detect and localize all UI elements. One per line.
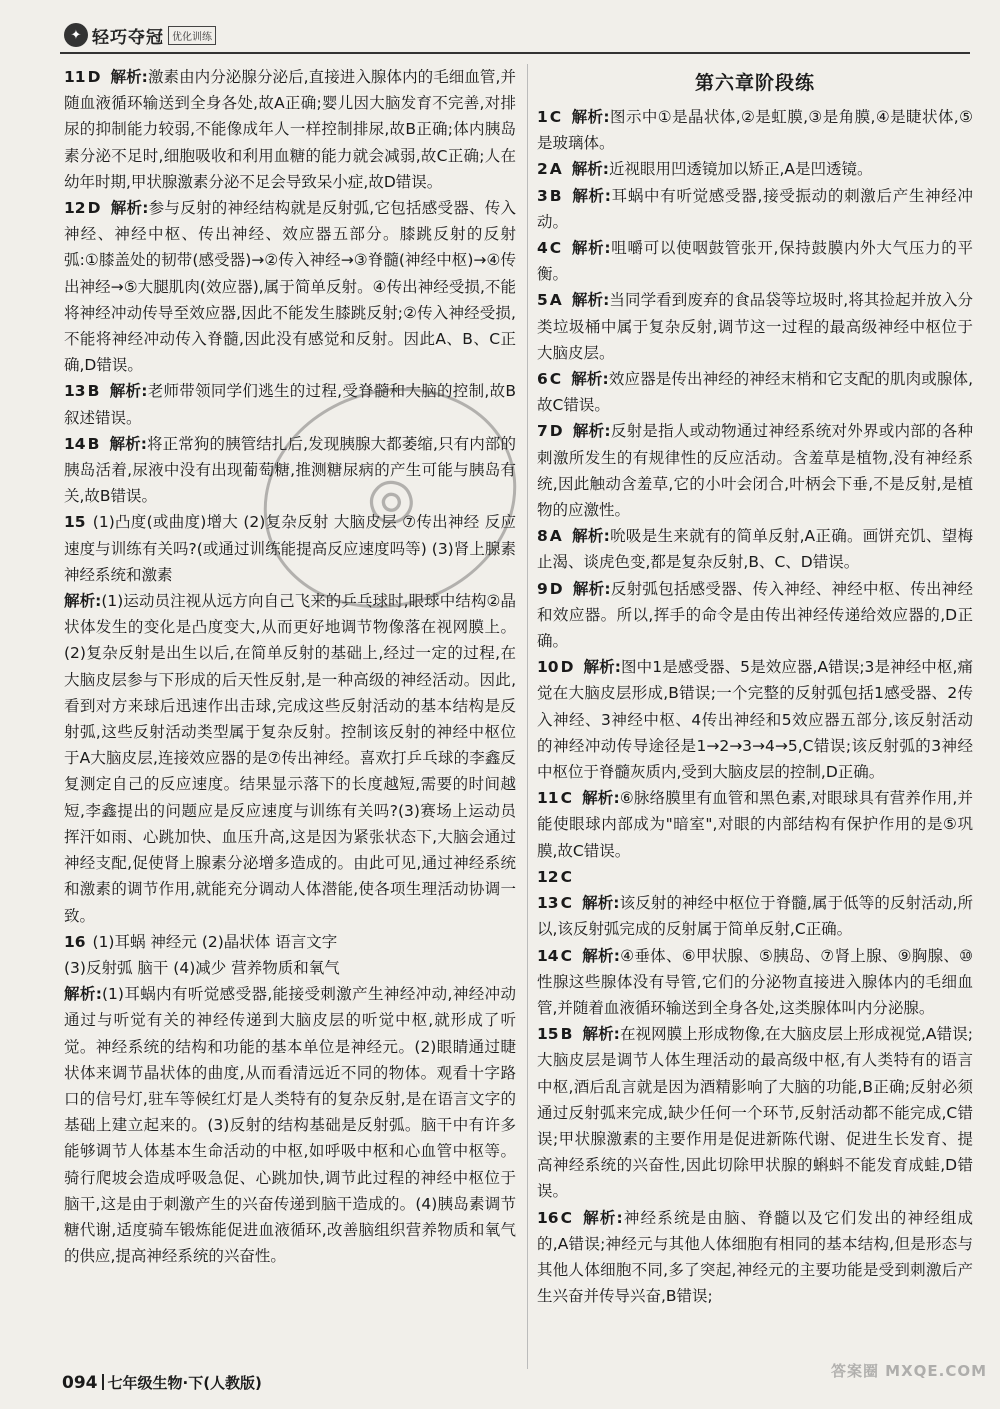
- brand-mascot-icon: ✦: [64, 23, 88, 47]
- analysis-text: 该反射的神经中枢位于脊髓,属于低等的反射活动,所以,该反射弧完成的反射属于简单反射,C正确。: [537, 894, 973, 939]
- q15-answer: (1)凸度(或曲度)增大 (2)复杂反射 大脑皮层 ⑦传出神经 反应速度与训练有关吗?(或通过训练能提高反应速度吗等) (3)肾上腺素 神经系统和激素: [64, 513, 516, 584]
- book-title: 七年级生物·下(人教版): [107, 1374, 262, 1392]
- analysis-label: 解析:: [581, 946, 620, 965]
- site-watermark: 答案圈 MXQE.COM: [830, 1361, 988, 1380]
- brand-sub-tag: 优化训练: [168, 26, 216, 45]
- answer-choice: D: [560, 658, 574, 677]
- analysis-label: 解析:: [571, 527, 610, 546]
- right-question-11: [537, 785, 973, 864]
- right-question-3: [537, 183, 973, 235]
- analysis-text: 老师带领同学们逃生的过程,受脊髓和大脑的控制,故B叙述错误。: [64, 382, 516, 427]
- answer-choice: B: [87, 434, 100, 453]
- analysis-text: 在视网膜上形成物像,在大脑皮层上形成视觉,A错误;大脑皮层是调节人体生理活动的最高级中枢,有人类特有的语言中枢,酒后乱言就是因为酒精影响了大脑的功能,B正确;反射必须通过反射弧来完成,缺少任何一个环节,反射活动都不能完成,C错误;甲状腺激素的主要作用是促进新陈代谢、促进生长发育、提高神经系统的兴奋性,因此切除甲状腺的蝌蚪不能发育成蛙,D错误。: [537, 1025, 973, 1201]
- left-question-14: [64, 431, 516, 510]
- analysis-text: 耳蜗中有听觉感受器,接受振动的刺激后产生神经冲动。: [537, 186, 973, 231]
- question-number: 13: [537, 894, 559, 913]
- answer-choice: C: [560, 894, 572, 913]
- answer-choice: D: [549, 579, 563, 598]
- q16-analysis: 解析:(1)耳蜗内有听觉感受器,能接受刺激产生神经冲动,神经冲动通过与听觉有关的神经传递到大脑皮层的听觉中枢,就形成了听觉。神经系统的结构和功能的基本单位是神经元。(2)眼睛通过睫状体来调节晶状体的曲度,从而看清远近不同的物体。观看十字路口的信号灯,驻车等候红灯是人类特有的复杂反射,是在语言文字的基础上建立起来的。(3)反射的结构基础是反射弧。脑干中有许多能够调节人体基本生命活动的中枢,如呼吸中枢和心血管中枢等。骑行爬坡会造成呼吸急促、心跳加快,调节此过程的神经中枢位于脑干,这是由于刺激产生的兴奋传递到脑干造成的。(4)胰岛素调节糖代谢,适度骑车锻炼能促进血液循环,改善脑组织营养物质和氧气的供应,提高神经系统的兴奋性。: [64, 985, 516, 1266]
- answer-choice: A: [549, 160, 562, 179]
- question-number: 12: [64, 199, 86, 218]
- brand-logo: [64, 22, 216, 48]
- q16-answer-1: (1)耳蜗 神经元 (2)晶状体 语言文字: [92, 932, 338, 951]
- right-question-13: [537, 890, 973, 942]
- question-number: 8: [537, 527, 548, 546]
- right-question-15: [537, 1021, 973, 1204]
- page-number: 094: [62, 1373, 98, 1393]
- right-question-7: [537, 418, 973, 523]
- question-number: 15: [537, 1025, 559, 1044]
- analysis-text: 当同学看到废弃的食品袋等垃圾时,将其捡起并放入分类垃圾桶中属于复杂反射,调节这一过程的最高级神经中枢位于大脑皮层。: [537, 291, 973, 362]
- answer-choice: C: [549, 239, 562, 258]
- analysis-text: 将正常狗的胰管结扎后,发现胰腺大都萎缩,只有内部的胰岛活着,尿液中没有出现葡萄糖,推测糖尿病的产生可能与胰岛有关,故B错误。: [64, 434, 516, 506]
- analysis-label: 解析:: [571, 239, 611, 258]
- right-question-5: [537, 287, 973, 366]
- question-number: 3: [537, 186, 548, 205]
- analysis-label: 解析:: [109, 382, 148, 401]
- page-footer: [62, 1372, 262, 1393]
- q16-answer-line-2: (3)反射弧 脑干 (4)减少 营养物质和氧气: [64, 958, 340, 977]
- analysis-label: 解析:: [583, 658, 621, 677]
- answer-choice: D: [549, 422, 563, 441]
- question-number: 6: [537, 370, 548, 389]
- right-question-1: [537, 104, 973, 156]
- analysis-text: 反射是指人或动物通过神经系统对外界或内部的各种刺激所发生的有规律性的反应活动。含羞草是植物,没有神经系统,因此触动含羞草,它的小叶会闭合,叶柄会下垂,不是反射,是植物的应激性。: [537, 422, 973, 520]
- analysis-text: 神经系统是由脑、脊髓以及它们发出的神经组成的,A错误;神经元与其他人体细胞有相同的基本结构,但是形态与其他人体细胞不同,多了突起,神经元的主要功能是受到刺激后产生兴奋并传导兴奋,B错误;: [537, 1208, 973, 1306]
- question-number: 5: [537, 291, 548, 310]
- analysis-text: ④垂体、⑥甲状腺、⑤胰岛、⑦肾上腺、⑨胸腺、⑩性腺这些腺体没有导管,它们的分泌物直接进入腺体内的毛细血管,并随着血液循环输送到全身各处,这类腺体叫内分泌腺。: [537, 946, 974, 1017]
- section-title: 第六章阶段练: [694, 72, 815, 94]
- right-question-2: [537, 156, 973, 182]
- analysis-label: 解析:: [572, 579, 611, 598]
- left-question-13: [64, 378, 516, 430]
- answer-choice: B: [87, 382, 100, 401]
- column-divider: [527, 64, 528, 1369]
- analysis-text: 图示中①是晶状体,②是虹膜,③是角膜,④是睫状体,⑤是玻璃体。: [537, 108, 974, 153]
- analysis-label: 解析:: [581, 894, 620, 913]
- analysis-label: 解析:: [581, 789, 620, 808]
- analysis-label: 解析:: [582, 1025, 620, 1044]
- analysis-text: ⑥脉络膜里有血管和黑色素,对眼球具有营养作用,并能使眼球内部成为"暗室",对眼的内部结构有保护作用的是⑤巩膜,故C错误。: [537, 789, 973, 860]
- analysis-text: 吮吸是生来就有的简单反射,A正确。画饼充饥、望梅止渴、谈虎色变,都是复杂反射,B、C、D错误。: [537, 527, 973, 572]
- answer-choice: C: [560, 1208, 572, 1227]
- left-question-11: [64, 64, 516, 195]
- brand-name: 轻巧夺冠: [92, 27, 164, 48]
- left-question-12: [64, 195, 516, 378]
- page-header: [60, 22, 970, 54]
- answer-choice: B: [549, 186, 562, 205]
- answer-choice: C: [549, 370, 562, 389]
- right-question-6: [537, 366, 973, 418]
- question-number: 16: [537, 1208, 559, 1227]
- analysis-label: 解析:: [571, 108, 610, 126]
- stamp-watermark: ◎: [235, 356, 545, 641]
- question-number: 12: [537, 867, 559, 886]
- analysis-label: 解析:: [110, 68, 148, 86]
- analysis-text: 参与反射的神经结构就是反射弧,它包括感受器、传入神经、神经中枢、传出神经、效应器五部分。膝跳反射的反射弧:①膝盖处的韧带(感受器)→②传入神经→③脊髓(神经中枢)→④传出神经→⑤大腿肌肉(效应器),属于简单反射。④传出神经受损,不能将神经冲动传导至效应器,因此不能发生膝跳反射;②传入神经受损,不能将神经冲动传入脊髓,因此没有感觉和反射。因此A、B、C正确,D错误。: [64, 199, 516, 375]
- right-question-8: [537, 523, 973, 575]
- analysis-label: 解析:: [571, 291, 610, 310]
- answer-choice: B: [560, 1025, 573, 1044]
- analysis-label: 解析:: [571, 370, 609, 389]
- answer-choice: A: [549, 527, 562, 546]
- left-column: [64, 64, 516, 1269]
- analysis-text: 效应器是传出神经的神经末梢和它支配的肌肉或腺体,故C错误。: [537, 370, 973, 415]
- question-number: 10: [537, 658, 559, 677]
- answer-choice: C: [560, 867, 572, 886]
- question-number: 2: [537, 160, 548, 179]
- question-number: 11: [537, 789, 559, 808]
- answer-choice: D: [87, 199, 101, 218]
- question-number: 11: [64, 68, 86, 86]
- q15-analysis: 解析:(1)运动员注视从远方向自己飞来的乒乓球时,眼球中结构②晶状体发生的变化是凸度变大,从而更好地调节物像落在视网膜上。(2)复杂反射是出生以后,在简单反射的基础上,经过一定的过程,在大脑皮层参与下形成的后天性反射,是一种高级的神经活动。因此,看到对方来球后迅速作出击球,完成这些反射活动的基本结构是反射弧,这些反射活动类型属于复杂反射。控制该反射的神经中枢位于A大脑皮层,连接效应器的是⑦传出神经。喜欢打乒乓球的李鑫反复测定自己的反应速度。结果显示落下的长度越短,需要的时间越短,李鑫提出的问题应是反应速度与训练有关吗?(3)赛场上运动员挥汗如雨、心跳加快、血压升高,这是因为紧张状态下,大脑会通过神经支配,促使肾上腺素分泌增多造成的。由此可见,通过神经系统和激素的调节作用,就能充分调动人体潜能,使各项生理活动协调一致。: [64, 592, 516, 925]
- question-number: 14: [64, 434, 86, 453]
- analysis-label: 解析:: [110, 199, 149, 218]
- analysis-text: 近视眼用凹透镜加以矫正,A是凹透镜。: [609, 160, 873, 179]
- answer-choice: C: [560, 946, 572, 965]
- analysis-label: 解析:: [109, 434, 147, 453]
- analysis-text: 咀嚼可以使咽鼓管张开,保持鼓膜内外大气压力的平衡。: [537, 239, 973, 284]
- analysis-text: 反射弧包括感受器、传入神经、神经中枢、传出神经和效应器。所以,挥手的命令是由传出神经传递给效应器的,D正确。: [537, 579, 973, 651]
- right-column: [537, 64, 973, 1309]
- question-15: 15 (1)凸度(或曲度)增大 (2)复杂反射 大脑皮层 ⑦传出神经 反应速度与训练有关吗?(或通过训练能提高反应速度吗等) (3)肾上腺素 神经系统和激素: [64, 513, 516, 584]
- question-16: 16 (1)耳蜗 神经元 (2)晶状体 语言文字: [64, 932, 338, 951]
- answer-choice: D: [87, 68, 101, 86]
- analysis-label: 解析:: [571, 186, 611, 205]
- right-question-12: [537, 864, 973, 890]
- analysis-text: 激素由内分泌腺分泌后,直接进入腺体内的毛细血管,并随血液循环输送到全身各处,故A正确;婴儿因大脑发育不完善,对排尿的抑制能力较弱,不能像成年人一样控制排尿,故B正确;体内胰岛素分泌不足时,细胞吸收和利用血糖的能力就会减弱,故C正确;人在幼年时期,甲状腺激素分泌不足会导致呆小症,故D错误。: [64, 68, 517, 191]
- analysis-label: 解析:: [572, 422, 611, 441]
- answer-choice: A: [549, 291, 562, 310]
- right-question-14: [537, 943, 973, 1022]
- question-number: 13: [64, 382, 86, 401]
- question-number: 9: [537, 579, 548, 598]
- question-number: 14: [537, 946, 559, 965]
- question-number: 4: [537, 239, 548, 258]
- right-question-16: [537, 1205, 973, 1310]
- right-question-10: [537, 654, 973, 785]
- question-number: 7: [537, 422, 548, 441]
- analysis-text: 图中1是感受器、5是效应器,A错误;3是神经中枢,痛觉在大脑皮层形成,B错误;一个完整的反射弧包括1感受器、2传入神经、3神经中枢、4传出神经和5效应器五部分,该反射活动的神经冲动传导途径是1→2→3→4→5,C错误;该反射弧的3神经中枢位于脊髓灰质内,受到大脑皮层的控制,D正确。: [537, 658, 974, 782]
- right-question-4: [537, 235, 973, 287]
- right-question-9: [537, 576, 973, 655]
- analysis-label: 解析:: [581, 1208, 623, 1227]
- answer-choice: C: [549, 108, 562, 126]
- analysis-label: 解析:: [571, 160, 609, 179]
- question-number: 1: [537, 108, 548, 126]
- answer-choice: C: [560, 789, 572, 808]
